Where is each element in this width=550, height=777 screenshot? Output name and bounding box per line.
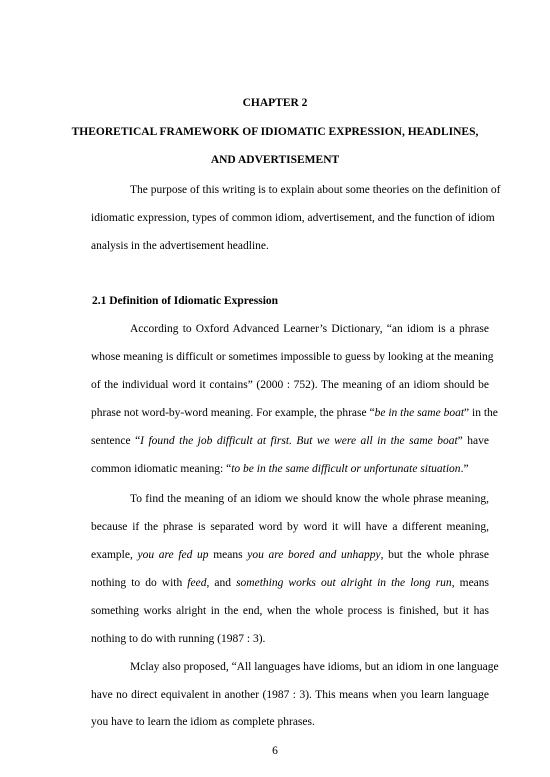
chapter-title-line-2: AND ADVERTISEMENT — [210, 154, 340, 166]
italic-idiom: be in the same boat — [374, 407, 465, 419]
para1-line-5 — [91, 435, 489, 447]
italic-example: I found the job difficult at first. But we were all in the same boat — [140, 435, 458, 447]
page-number: 6 — [272, 745, 278, 757]
intro-line-3: analysis in the advertisement headline. — [91, 240, 269, 252]
para2-line-4 — [91, 577, 489, 589]
para1-line-2: whose meaning is difficult or sometimes impossible to guess by looking at the meaning — [91, 351, 494, 363]
text-run: .” — [460, 463, 469, 475]
italic-meaning: you are bored and unhappy — [247, 549, 381, 561]
text-run: ” in the — [464, 407, 498, 419]
section-heading: 2.1 Definition of Idiomatic Expression — [92, 295, 279, 307]
italic-word: feed — [187, 577, 207, 589]
text-run: phrase not word-by-word meaning. For example, the phrase “ — [91, 407, 375, 419]
para3-line-3: you have to learn the idiom as complete phrases. — [91, 716, 315, 728]
chapter-label: CHAPTER 2 — [242, 97, 308, 109]
text-run: common idiomatic meaning: “ — [91, 463, 232, 475]
para2-line-3 — [91, 549, 489, 561]
para2-line-6: nothing to do with running (1987 : 3). — [91, 633, 266, 645]
text-run: , means — [451, 577, 490, 589]
para3-line-2: have no direct equivalent in another (1987 : 3). This means when you learn language — [91, 689, 489, 701]
para2-line-1: To find the meaning of an idiom we should know the whole phrase meaning, — [130, 493, 489, 505]
text-run: , and — [206, 577, 237, 589]
italic-idiom: something works out alright in the long run — [236, 577, 452, 589]
text-run: nothing to do with — [91, 577, 188, 589]
para3-line-1: Mclay also proposed, “All languages have idioms, but an idiom in one language — [130, 661, 499, 673]
italic-idiom: you are fed up — [137, 549, 209, 561]
chapter-title-line-1: THEORETICAL FRAMEWORK OF IDIOMATIC EXPRESSION, HEADLINES, — [71, 126, 479, 138]
para1-line-3: of the individual word it contains” (2000 : 752). The meaning of an idiom should be — [91, 379, 489, 391]
para1-line-6 — [91, 463, 489, 475]
text-run: means — [208, 549, 248, 561]
text-run: sentence “ — [91, 435, 141, 447]
intro-line-2: idiomatic expression, types of common idiom, advertisement, and the function of idiom — [91, 212, 495, 224]
text-run: ” have — [457, 435, 489, 447]
text-run: example, — [91, 549, 138, 561]
para1-line-1: According to Oxford Advanced Learner’s Dictionary, “an idiom is a phrase — [130, 323, 489, 335]
italic-meaning: to be in the same difficult or unfortunate situation — [231, 463, 461, 475]
text-run: , but the whole phrase — [380, 549, 490, 561]
para2-line-5: something works alright in the end, when the whole process is finished, but it has — [91, 605, 489, 617]
para2-line-2: because if the phrase is separated word by word it will have a different meaning, — [91, 521, 489, 533]
intro-line-1: The purpose of this writing is to explain about some theories on the definition of — [130, 184, 501, 196]
para1-line-4 — [91, 407, 498, 419]
